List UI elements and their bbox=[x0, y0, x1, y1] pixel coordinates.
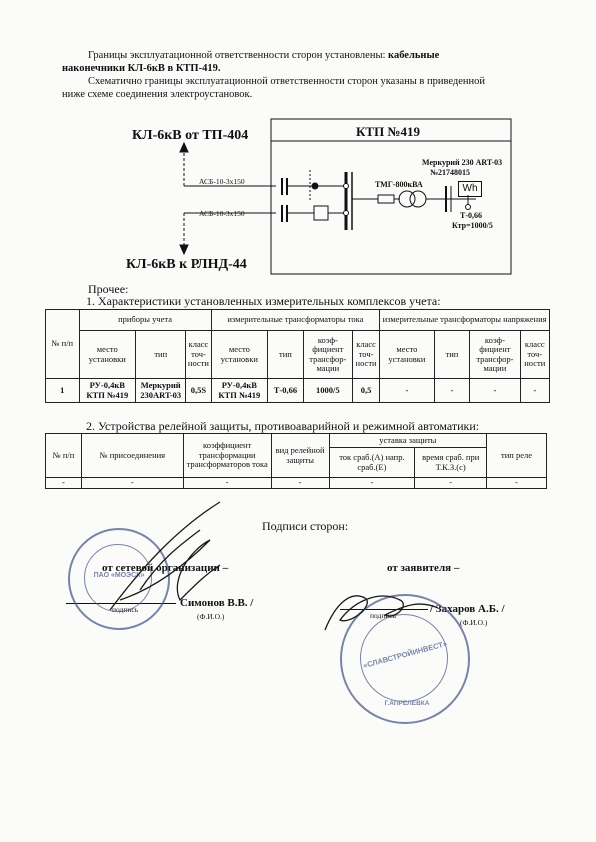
t2-cell: - bbox=[46, 478, 82, 489]
ct-label-1: Т-0,66 bbox=[460, 211, 482, 220]
signatures-title: Подписи сторон: bbox=[262, 519, 349, 533]
meter-name: Меркурий 230 ART-03 bbox=[422, 158, 503, 167]
col-class: класс точ-ности bbox=[186, 331, 211, 379]
intro-line-3: Схематично границы эксплуатационной ответственности сторон указаны в приведенной bbox=[88, 76, 486, 87]
applicant-signer-name: / Захаров А.Б. / bbox=[430, 603, 505, 615]
col-ct-header: измерительные трансформаторы тока bbox=[211, 310, 380, 331]
meter-number: №21748015 bbox=[430, 168, 471, 177]
cell-ct-place: РУ-0,4кВ КТП №419 bbox=[211, 379, 268, 403]
intro-line-4: ниже схеме соединения электроустановок. bbox=[62, 89, 253, 100]
cell-place: РУ-0,4кВ КТП №419 bbox=[79, 379, 136, 403]
network-sign-caption: подпись bbox=[112, 605, 139, 614]
col-num-header: № п/п bbox=[46, 310, 80, 379]
t2-col-relay-type: тип реле bbox=[487, 434, 547, 478]
col-vt-coef: коэф-фициент трансфор-мации bbox=[470, 331, 520, 379]
t2-col-current: ток сраб.(А) напр. сраб.(Е) bbox=[329, 448, 415, 478]
cable-in-label: КЛ-6кВ от ТП-404 bbox=[132, 128, 249, 143]
meter-symbol: Wh bbox=[458, 181, 482, 197]
stamp-center-text: «СЛАВСТРОЙИНВЕСТ» bbox=[362, 638, 448, 671]
cell-num: 1 bbox=[46, 379, 80, 403]
t2-col-time: время сраб. при Т.К.З.(с) bbox=[415, 448, 487, 478]
metering-table bbox=[45, 309, 550, 403]
applicant-fio-caption: (Ф.И.О.) bbox=[460, 618, 488, 627]
col-devices-header: приборы учета bbox=[79, 310, 211, 331]
t2-col-relay: вид релейной защиты bbox=[271, 434, 329, 478]
network-org-label: от сетевой организации – bbox=[102, 562, 229, 574]
other-label: Прочее: bbox=[88, 282, 129, 296]
network-signature bbox=[80, 490, 240, 630]
cable1-label: АСБ-10-3х150 bbox=[199, 177, 245, 186]
ktp-title: КТП №419 bbox=[356, 124, 421, 139]
t2-cell: - bbox=[415, 478, 487, 489]
table-row bbox=[46, 379, 550, 403]
cable-out-label: КЛ-6кВ к РЛНД-44 bbox=[126, 257, 247, 272]
t2-col-coef: коэффициент трансформации трансформаторов тока bbox=[183, 434, 271, 478]
intro-line-2: наконечники КЛ-6кВ в КТП-419. bbox=[62, 63, 221, 74]
t2-cell: - bbox=[271, 478, 329, 489]
network-fio-caption: (Ф.И.О.) bbox=[197, 612, 225, 621]
arrow-down-icon bbox=[180, 245, 188, 254]
col-type: тип bbox=[136, 331, 186, 379]
stamp-center-text: ПАО «МОЭСК» bbox=[93, 572, 145, 579]
cell-type: Меркурий 230ART-03 bbox=[136, 379, 186, 403]
section2-title: 2. Устройства релейной защиты, противоаварийной и режимной автоматики: bbox=[86, 419, 480, 433]
arrow-up-icon bbox=[180, 143, 188, 152]
relay-table bbox=[45, 433, 547, 489]
stamp-city-text: Г.АПРЕЛЕВКА bbox=[384, 700, 430, 707]
t2-col-setting: уставка защиты bbox=[329, 434, 487, 448]
cell-vt-coef: - bbox=[470, 379, 520, 403]
cable2-label: АСБ-10-3х150 bbox=[199, 209, 245, 218]
cell-ct-class: 0,5 bbox=[352, 379, 379, 403]
applicant-label: от заявителя – bbox=[387, 562, 460, 574]
t2-cell: - bbox=[329, 478, 415, 489]
fuse-icon bbox=[378, 195, 394, 203]
cell-vt-place: - bbox=[380, 379, 434, 403]
intro-bold: кабельные bbox=[388, 50, 440, 61]
section1-title: 1. Характеристики установленных измерительных комплексов учета: bbox=[86, 294, 441, 308]
applicant-sign-caption: подпись bbox=[370, 611, 397, 620]
intro-text: Границы эксплуатационной ответственности сторон установлены: bbox=[88, 50, 386, 61]
col-ct-class: класс точ-ности bbox=[352, 331, 379, 379]
col-ct-coef: коэф-фициент трансфор-мации bbox=[303, 331, 352, 379]
col-vt-header: измерительные трансформаторы напряжения bbox=[380, 310, 550, 331]
transformer-winding-2 bbox=[410, 191, 426, 207]
col-ct-place: место установки bbox=[211, 331, 268, 379]
table-row bbox=[46, 478, 547, 489]
t2-cell: - bbox=[81, 478, 183, 489]
applicant-signature bbox=[310, 570, 450, 640]
cell-ct-type: Т-0,66 bbox=[268, 379, 304, 403]
t2-col-num: № п/п bbox=[46, 434, 82, 478]
t2-cell: - bbox=[487, 478, 547, 489]
cell-vt-class: - bbox=[520, 379, 549, 403]
transformer-label: ТМГ-800кВА bbox=[375, 180, 423, 189]
ktp-boundary-box bbox=[271, 119, 511, 274]
col-vt-type: тип bbox=[434, 331, 470, 379]
cell-vt-type: - bbox=[434, 379, 470, 403]
t2-col-connection: № присоединения bbox=[81, 434, 183, 478]
t2-cell: - bbox=[183, 478, 271, 489]
cell-ct-coef: 1000/5 bbox=[303, 379, 352, 403]
network-signer-name: Симонов В.В. / bbox=[180, 597, 254, 609]
col-place: место установки bbox=[79, 331, 136, 379]
ct-label-2: Ктр=1000/5 bbox=[452, 221, 493, 230]
col-vt-class: класс точ-ности bbox=[520, 331, 549, 379]
col-vt-place: место установки bbox=[380, 331, 434, 379]
single-line-diagram bbox=[0, 0, 596, 300]
cell-class: 0,5S bbox=[186, 379, 211, 403]
col-ct-type: тип bbox=[268, 331, 304, 379]
